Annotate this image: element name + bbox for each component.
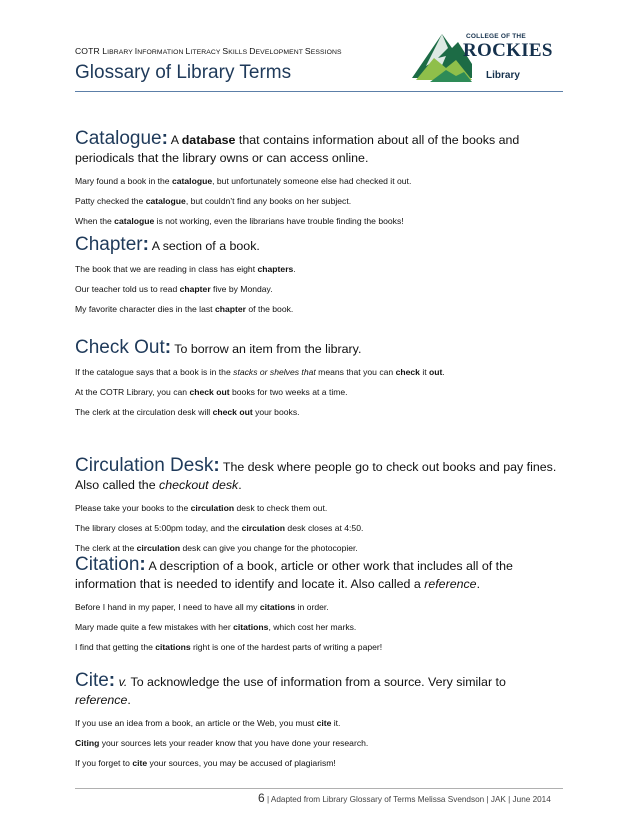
- page-footer: [258, 791, 551, 805]
- footer-divider: [75, 788, 563, 789]
- text-run: five by Monday.: [210, 284, 273, 294]
- text-run: To borrow an item from the library.: [171, 342, 362, 356]
- text-run: , but unfortunately someone else had checked it out.: [212, 176, 412, 186]
- glossary-term: Cite: [75, 670, 109, 691]
- text-run: citations: [233, 622, 269, 632]
- term-definition: [75, 130, 565, 167]
- text-run: If the catalogue says that a book is in the: [75, 367, 234, 377]
- text-run: check out: [212, 407, 253, 417]
- example-sentence: [75, 737, 565, 749]
- term-definition: [75, 339, 565, 358]
- text-run: chapter: [214, 304, 246, 314]
- term-definition: [75, 556, 565, 593]
- text-run: , but couldn’t find any books on her subject.: [185, 196, 352, 206]
- example-sentence: [75, 502, 565, 514]
- text-run: A description of a book, article or other work that includes all of the information that is needed to identify and locate it. Also called a: [75, 559, 513, 591]
- text-run: To acknowledge the use of information from a source. Very similar to: [127, 675, 506, 689]
- text-run: desk closes at 4:50.: [285, 523, 364, 533]
- term-colon: :: [161, 128, 168, 149]
- example-sentence: [75, 283, 565, 295]
- text-run: it: [419, 367, 430, 377]
- example-sentence: [75, 366, 565, 378]
- document-title: Glossary of Library Terms: [75, 62, 292, 83]
- example-sentence: [75, 215, 565, 227]
- page-number: 6: [258, 791, 265, 805]
- glossary-term: Catalogue: [75, 128, 162, 149]
- text-run: is not working, even the librarians have trouble finding the books!: [154, 216, 404, 226]
- text-run: your sources lets your reader know that you have done your research.: [99, 738, 369, 748]
- text-run: A section of a book.: [148, 239, 260, 253]
- glossary-term: Chapter: [75, 234, 143, 255]
- text-run: Our teacher told us to read: [75, 284, 180, 294]
- glossary-term: Circulation Desk: [75, 455, 214, 476]
- text-run: v.: [118, 675, 128, 689]
- example-sentence: [75, 175, 565, 187]
- logo-line-2: ROCKIES: [463, 40, 553, 61]
- text-run: .: [476, 577, 481, 591]
- footer-text: | Adapted from Library Glossary of Terms Melissa Svendson | JAK | June 2014: [264, 795, 551, 804]
- glossary-entry-catalogue: [75, 130, 565, 227]
- text-run: check: [395, 367, 420, 377]
- text-run: your books.: [252, 407, 300, 417]
- logo-line-3: Library: [486, 70, 520, 81]
- header-divider: [75, 91, 563, 92]
- text-run: your sources, you may be accused of plagiarism!: [147, 758, 336, 768]
- glossary-entry-cite: [75, 672, 565, 769]
- text-run: My favorite character dies in the last: [75, 304, 215, 314]
- glossary-entry-circulation-desk: [75, 457, 565, 554]
- example-sentence: [75, 263, 565, 275]
- example-sentence: [75, 522, 565, 534]
- text-run: cite: [316, 718, 332, 728]
- text-run: .: [127, 693, 131, 707]
- header-kicker-part: S: [222, 46, 229, 56]
- text-run: .: [442, 367, 445, 377]
- example-sentence: [75, 386, 565, 398]
- text-run: database: [181, 133, 236, 147]
- text-run: , which cost her marks.: [268, 622, 357, 632]
- header-kicker-part: COTR L: [75, 46, 108, 56]
- text-run: reference: [75, 693, 128, 707]
- term-colon: :: [142, 234, 149, 255]
- text-run: reference: [424, 577, 477, 591]
- text-run: cite: [132, 758, 148, 768]
- text-run: When the: [75, 216, 115, 226]
- text-run: desk can give you change for the photocopier.: [180, 543, 358, 553]
- header-kicker-part: KILLS: [228, 49, 250, 56]
- example-sentence: [75, 406, 565, 418]
- text-run: .: [293, 264, 296, 274]
- example-sentence: [75, 195, 565, 207]
- text-run: .: [238, 478, 242, 492]
- text-run: citations: [155, 642, 191, 652]
- text-run: right is one of the hardest parts of writing a paper!: [190, 642, 383, 652]
- text-run: books for two weeks at a time.: [229, 387, 348, 397]
- logo-line-1: COLLEGE OF THE: [466, 33, 526, 40]
- term-definition: [75, 457, 565, 494]
- text-run: chapters: [257, 264, 294, 274]
- example-sentence: [75, 601, 565, 613]
- text-run: that contains information about all of the books and periodicals that the library owns or can access online.: [75, 133, 520, 165]
- text-run: catalogue: [145, 196, 186, 206]
- text-run: Mary made quite a few mistakes with her: [75, 622, 234, 632]
- glossary-entry-chapter: [75, 236, 565, 315]
- text-run: The library closes at 5:00pm today, and the: [75, 523, 242, 533]
- text-run: circulation: [136, 543, 181, 553]
- example-sentence: [75, 303, 565, 315]
- text-run: stacks or shelves that: [233, 367, 316, 377]
- text-run: Mary found a book in the: [75, 176, 172, 186]
- term-colon: :: [108, 670, 116, 691]
- text-run: in order.: [295, 602, 329, 612]
- text-run: The desk where people go to check out books and pay fines. Also called the: [75, 460, 557, 492]
- college-logo: [412, 28, 560, 86]
- term-colon: :: [213, 455, 220, 476]
- text-run: A: [167, 133, 182, 147]
- example-sentence: [75, 621, 565, 633]
- glossary-term: Citation: [75, 554, 140, 575]
- text-run: If you forget to: [75, 758, 133, 768]
- text-run: check out: [189, 387, 230, 397]
- text-run: citations: [259, 602, 296, 612]
- header-kicker-part: IBRARY: [107, 49, 135, 56]
- header-kicker-part: D: [249, 46, 256, 56]
- term-colon: :: [139, 554, 146, 575]
- text-run: it.: [331, 718, 341, 728]
- text-run: catalogue: [171, 176, 213, 186]
- text-run: Citing: [75, 738, 100, 748]
- term-definition: [75, 236, 565, 255]
- text-run: Patty checked the: [75, 196, 146, 206]
- example-sentence: [75, 717, 565, 729]
- text-run: catalogue: [114, 216, 155, 226]
- glossary-entry-check-out: [75, 339, 565, 418]
- term-colon: :: [164, 337, 172, 358]
- text-run: of the book.: [246, 304, 294, 314]
- header-kicker-part: EVELOPMENT: [255, 49, 305, 56]
- header-kicker-part: NFORMATION: [137, 49, 186, 56]
- text-run: checkout desk: [159, 478, 239, 492]
- header-kicker-part: S: [304, 46, 311, 56]
- text-run: The clerk at the circulation desk will: [75, 407, 213, 417]
- glossary-term: Check Out: [75, 337, 165, 358]
- example-sentence: [75, 757, 565, 769]
- example-sentence: [75, 641, 565, 653]
- text-run: circulation: [190, 503, 235, 513]
- text-run: circulation: [241, 523, 286, 533]
- header-kicker-part: L: [185, 46, 191, 56]
- text-run: The clerk at the: [75, 543, 137, 553]
- text-run: At the COTR Library, you can: [75, 387, 190, 397]
- example-sentence: [75, 542, 565, 554]
- text-run: If you use an idea from a book, an article or the Web, you must: [75, 718, 317, 728]
- header-kicker-part: ITERACY: [190, 49, 223, 56]
- text-run: chapter: [179, 284, 211, 294]
- text-run: desk to check them out.: [234, 503, 328, 513]
- header-kicker-part: ESSIONS: [310, 49, 342, 56]
- text-run: Before I hand in my paper, I need to have all my: [75, 602, 260, 612]
- text-run: means that you can: [315, 367, 396, 377]
- text-run: The book that we are reading in class has eight: [75, 264, 258, 274]
- term-definition: [75, 672, 565, 709]
- text-run: Please take your books to the: [75, 503, 191, 513]
- text-run: I find that getting the: [75, 642, 156, 652]
- text-run: out: [429, 367, 443, 377]
- glossary-entry-citation: [75, 556, 565, 653]
- header-kicker-part: I: [134, 46, 138, 56]
